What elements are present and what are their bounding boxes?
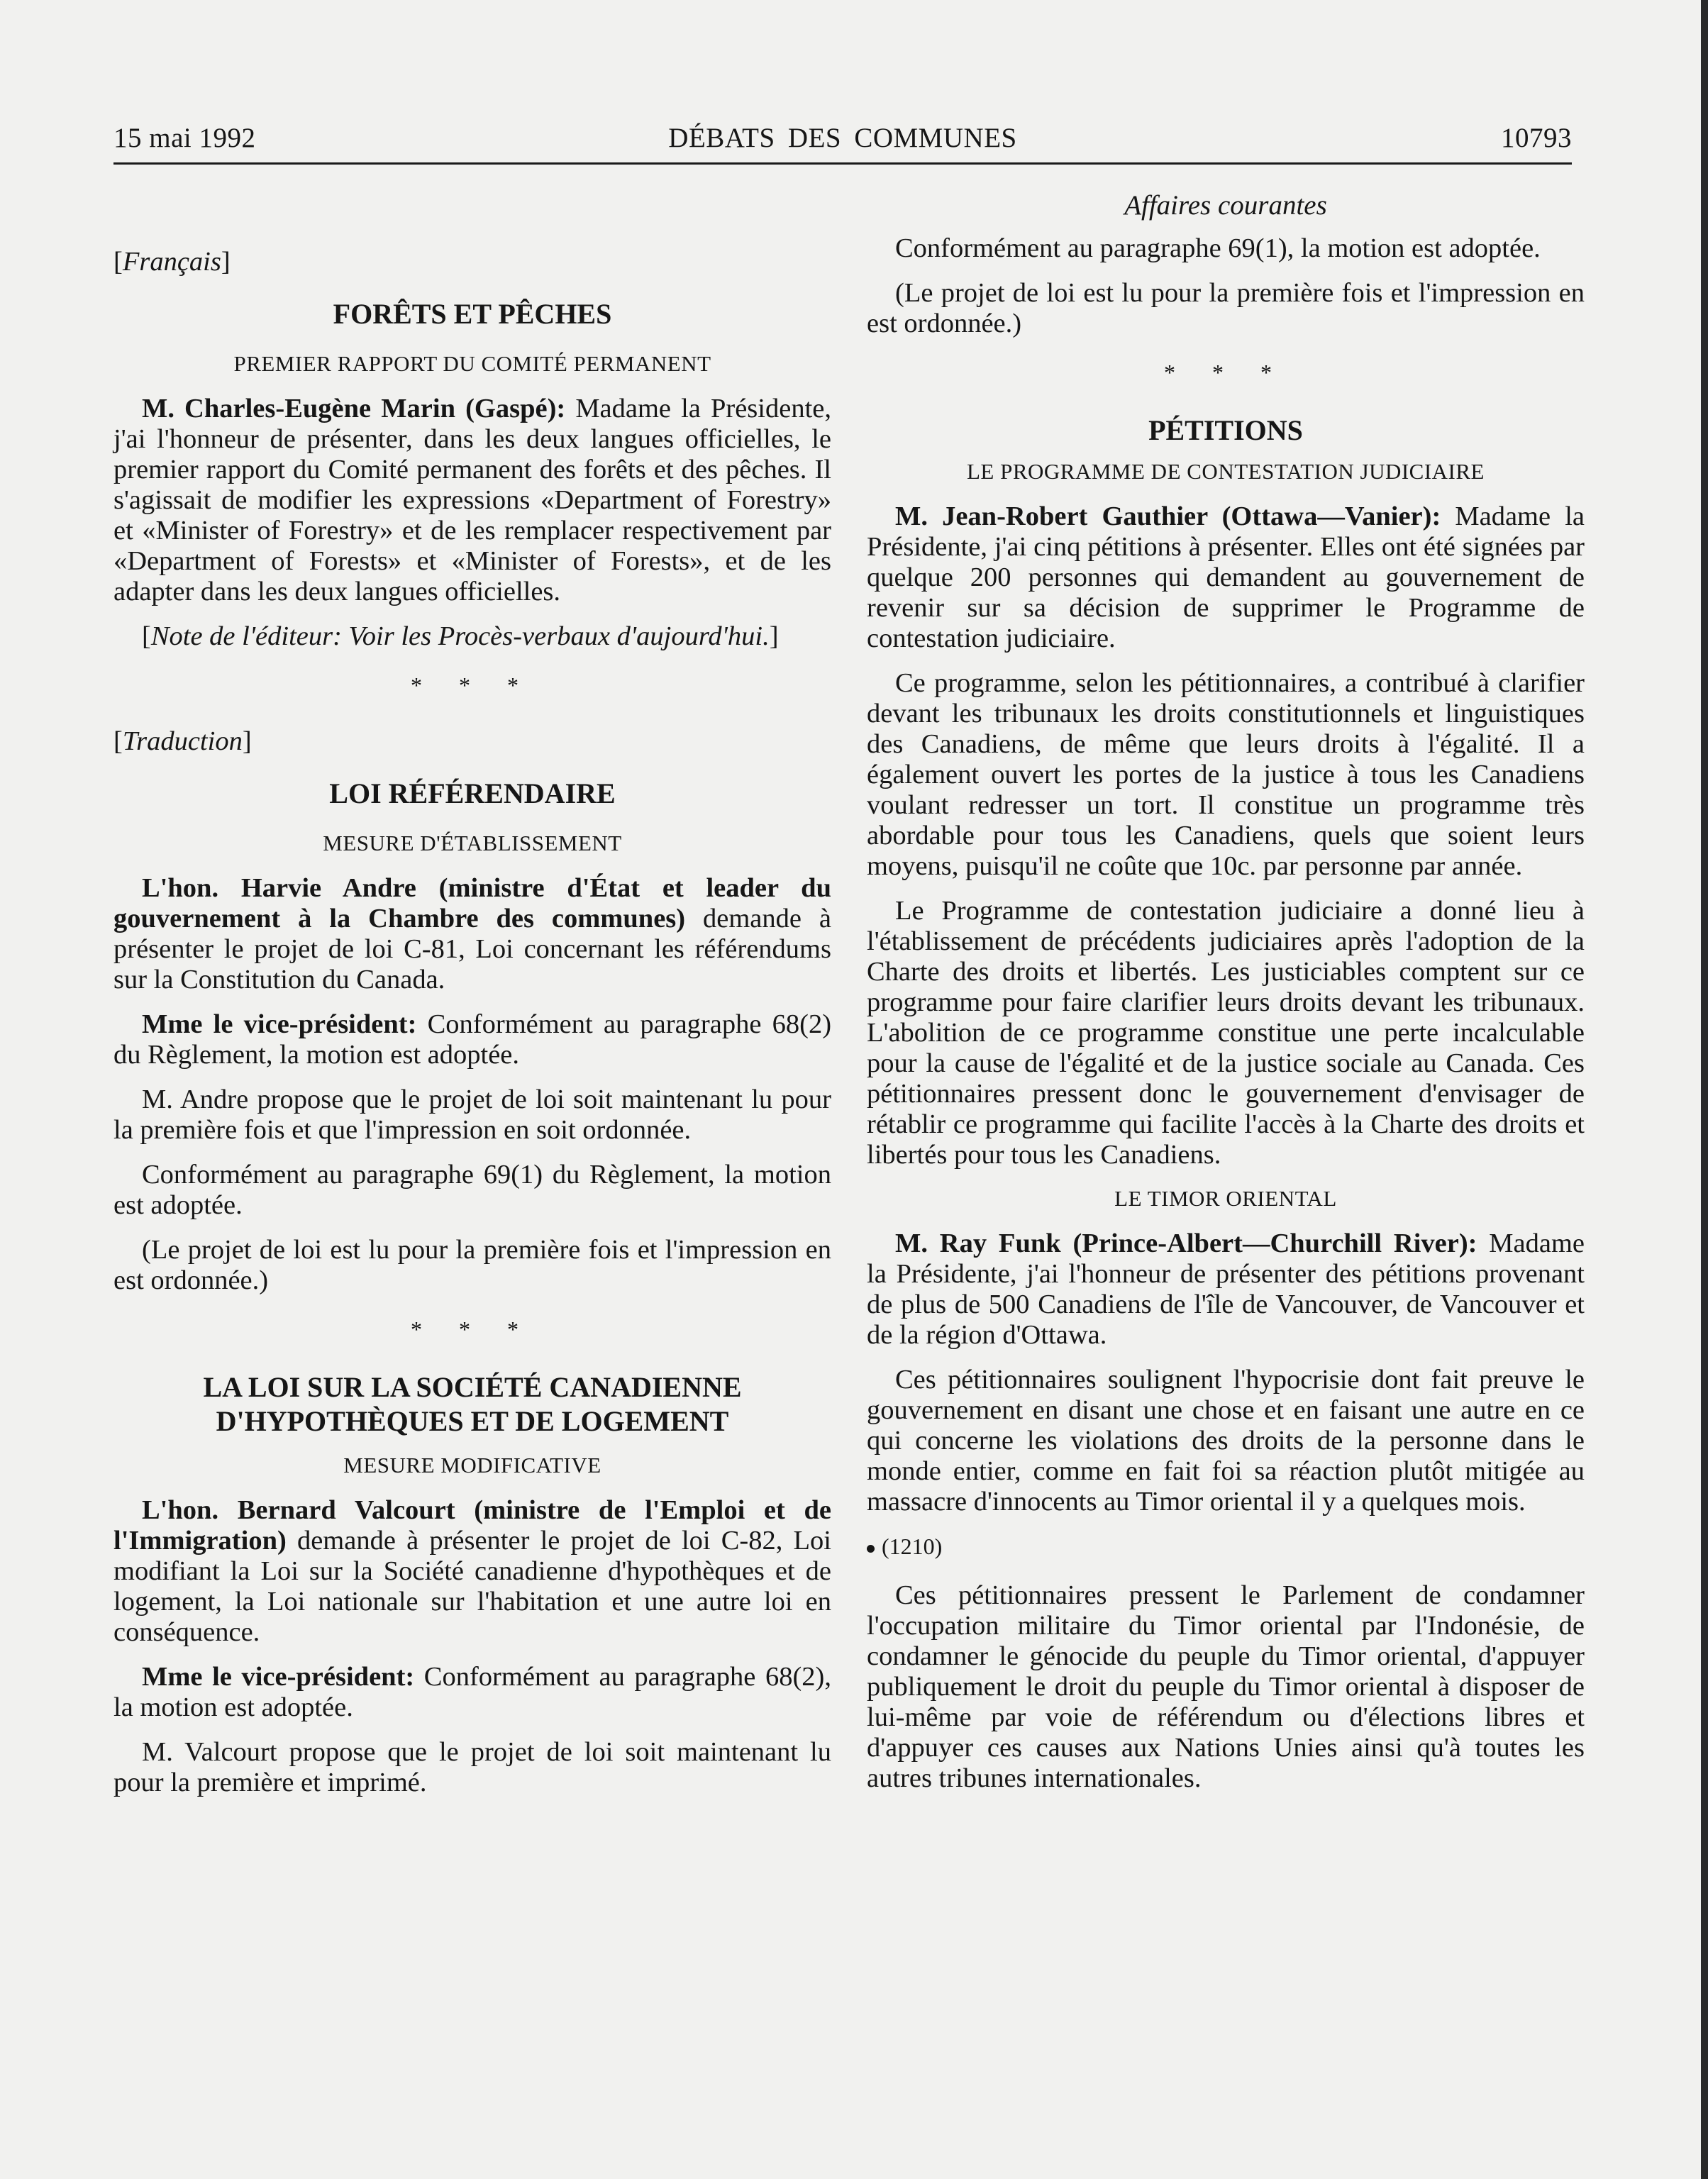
header-rule xyxy=(113,162,1572,165)
language-tag: [Français] xyxy=(113,247,231,277)
subhead-modificative: MESURE MODIFICATIVE xyxy=(343,1453,601,1477)
paragraph: M. Valcourt propose que le projet de loi soit maintenant lu pour la première et imprimé. xyxy=(113,1737,831,1797)
title-line: D'HYPOTHÈQUES ET DE LOGEMENT xyxy=(216,1405,729,1437)
running-subhead: Affaires courantes xyxy=(1124,190,1327,221)
paragraph: Conformément au paragraphe 69(1), la motion est adoptée. xyxy=(895,233,1541,263)
speech-andre xyxy=(113,873,831,995)
header-date: 15 mai 1992 xyxy=(113,123,256,153)
speaker-name: M. Ray Funk (Prince-Albert—Churchill River): xyxy=(895,1229,1477,1258)
speaker-name: M. Charles-Eugène Marin (Gaspé): xyxy=(142,394,566,423)
speech-text: demande à présenter le projet de loi C-81, Loi concernant les référendums sur la Constitution du Canada. xyxy=(113,904,831,994)
subhead-etablissement: MESURE D'ÉTABLISSEMENT xyxy=(323,831,622,855)
speech-gauthier xyxy=(867,501,1585,654)
time-marker xyxy=(867,1531,1585,1562)
section-divider: * * * xyxy=(411,1316,534,1342)
speaker-name: L'hon. Harvie Andre (ministre d'État et leader du gouvernement à la Chambre des communes) xyxy=(113,873,831,933)
left-column xyxy=(113,247,831,1812)
speech-marin xyxy=(113,394,831,607)
subhead-timor: LE TIMOR ORIENTAL xyxy=(1114,1186,1337,1211)
title-line: LA LOI SUR LA SOCIÉTÉ CANADIENNE xyxy=(203,1371,742,1403)
speech-vice-president xyxy=(113,1662,831,1723)
subhead-rapport: PREMIER RAPPORT DU COMITÉ PERMANENT xyxy=(233,351,711,376)
page-edge xyxy=(1701,0,1708,2179)
subhead-contestation: LE PROGRAMME DE CONTESTATION JUDICIAIRE xyxy=(966,459,1485,484)
page-number: 10793 xyxy=(1501,123,1572,153)
paragraph: (Le projet de loi est lu pour la première fois et l'impression en est ordonnée.) xyxy=(867,278,1585,338)
editor-note: [Note de l'éditeur: Voir les Procès-verbaux d'aujourd'hui.] xyxy=(142,621,779,651)
section-title-petitions: PÉTITIONS xyxy=(1148,414,1303,446)
speaker-name: M. Jean-Robert Gauthier (Ottawa—Vanier): xyxy=(895,501,1441,531)
speech-funk xyxy=(867,1229,1585,1351)
language-tag: [Traduction] xyxy=(113,726,252,756)
speech-text: Conformément au paragraphe 68(2), la motion est adoptée. xyxy=(113,1662,831,1722)
speech-text: Madame la Présidente, j'ai cinq pétitions à présenter. Elles ont été signées par quelque 200 personnes qui demandent au gouvernement de revenir sur sa décision de supprimer le Programme de contestation judiciaire. xyxy=(867,501,1585,653)
paragraph: Ces pétitionnaires pressent le Parlement de condamner l'occupation militaire du Timor oriental par l'Indonésie, de condamner le génocide du peuple du Timor oriental, d'appuyer publiquement le droit du peuple du Timor oriental à disposer de lui-même par voie de référendum ou d'élections libres et d'appuyer ces causes aux Nations Unies ainsi qu'à toutes les autres tribunes internationales. xyxy=(867,1580,1585,1793)
speech-text: Madame la Présidente, j'ai l'honneur de présenter des pétitions provenant de plus de 500 Canadiens de l'île de Vancouver, de Vancouver et de la région d'Ottawa. xyxy=(867,1229,1585,1350)
section-divider: * * * xyxy=(1164,360,1287,385)
speech-vice-president xyxy=(113,1009,831,1070)
paragraph: (Le projet de loi est lu pour la première fois et l'impression en est ordonnée.) xyxy=(113,1235,831,1295)
speech-text: Conformément au paragraphe 68(2) du Règlement, la motion est adoptée. xyxy=(113,1009,832,1070)
paragraph: Ce programme, selon les pétitionnaires, a contribué à clarifier devant les tribunaux les droits constitutionnels et linguistiques des Canadiens, de même que leurs droits à l'égalité. Il a également ouvert les portes de la justice à tous les Canadiens voulant redresser un tort. Il constitue un programme très abordable pour tous les Canadiens, quels que soient leurs moyens, puisqu'il ne coûte que 10c. par personne par année. xyxy=(867,668,1585,881)
section-divider: * * * xyxy=(411,672,534,698)
header-title: DÉBATS DES COMMUNES xyxy=(668,123,1017,153)
speech-text: demande à présenter le projet de loi C-82, Loi modifiant la Loi sur la Société canadienne d'hypothèques et de logement, la Loi nationale sur l'habitation et une autre loi en conséquence. xyxy=(113,1526,831,1647)
speech-valcourt xyxy=(113,1495,831,1648)
section-title-schl xyxy=(113,1370,831,1438)
paragraph: Ces pétitionnaires soulignent l'hypocrisie dont fait preuve le gouvernement en disant une chose et en faisant une autre en ce qui concerne les violations des droits de la personne dans le monde entier, comme en fait foi sa réaction plutôt mitigée au massacre d'innocents au Timor oriental il y a quelques mois. xyxy=(867,1365,1585,1517)
speaker-name: Mme le vice-président: xyxy=(142,1662,415,1692)
paragraph: Conformément au paragraphe 69(1) du Règlement, la motion est adoptée. xyxy=(113,1160,831,1220)
paragraph: M. Andre propose que le projet de loi soit maintenant lu pour la première fois et que l'impression en soit ordonnée. xyxy=(113,1085,831,1145)
right-column xyxy=(867,190,1585,1808)
section-title-loi-referendaire: LOI RÉFÉRENDAIRE xyxy=(329,777,616,809)
running-header xyxy=(113,122,1572,162)
speaker-name: Mme le vice-président: xyxy=(142,1009,417,1039)
bullet-icon xyxy=(867,1545,875,1553)
speaker-name: L'hon. Bernard Valcourt (ministre de l'Emploi et de l'Immigration) xyxy=(113,1495,831,1556)
section-title-forets: FORÊTS ET PÊCHES xyxy=(333,298,612,330)
paragraph: Le Programme de contestation judiciaire a donné lieu à l'établissement de précédents judiciaires après l'adoption de la Charte des droits et libertés. Les justiciables comptent sur ce programme pour faire clarifier leurs droits devant les tribunaux. L'abolition de ce programme constitue une perte incalculable pour la cause de l'égalité et de la justice sociale au Canada. Ces pétitionnaires pressent donc le gouvernement d'envisager de rétablir ce programme qui facilite l'accès à la Charte des droits et libertés pour tous les Canadiens. xyxy=(867,896,1585,1170)
time-marker-text: (1210) xyxy=(882,1534,943,1559)
speech-text: Madame la Présidente, j'ai l'honneur de présenter, dans les deux langues officielles, le premier rapport du Comité permanent des forêts et des pêches. Il s'agissait de modifier les expressions «Department of Forestry» et «Minister of Forestry» et de les remplacer respectivement par «Department of Forests» et «Minister of Forests», et de les adapter dans les deux langues officielles. xyxy=(113,394,831,606)
